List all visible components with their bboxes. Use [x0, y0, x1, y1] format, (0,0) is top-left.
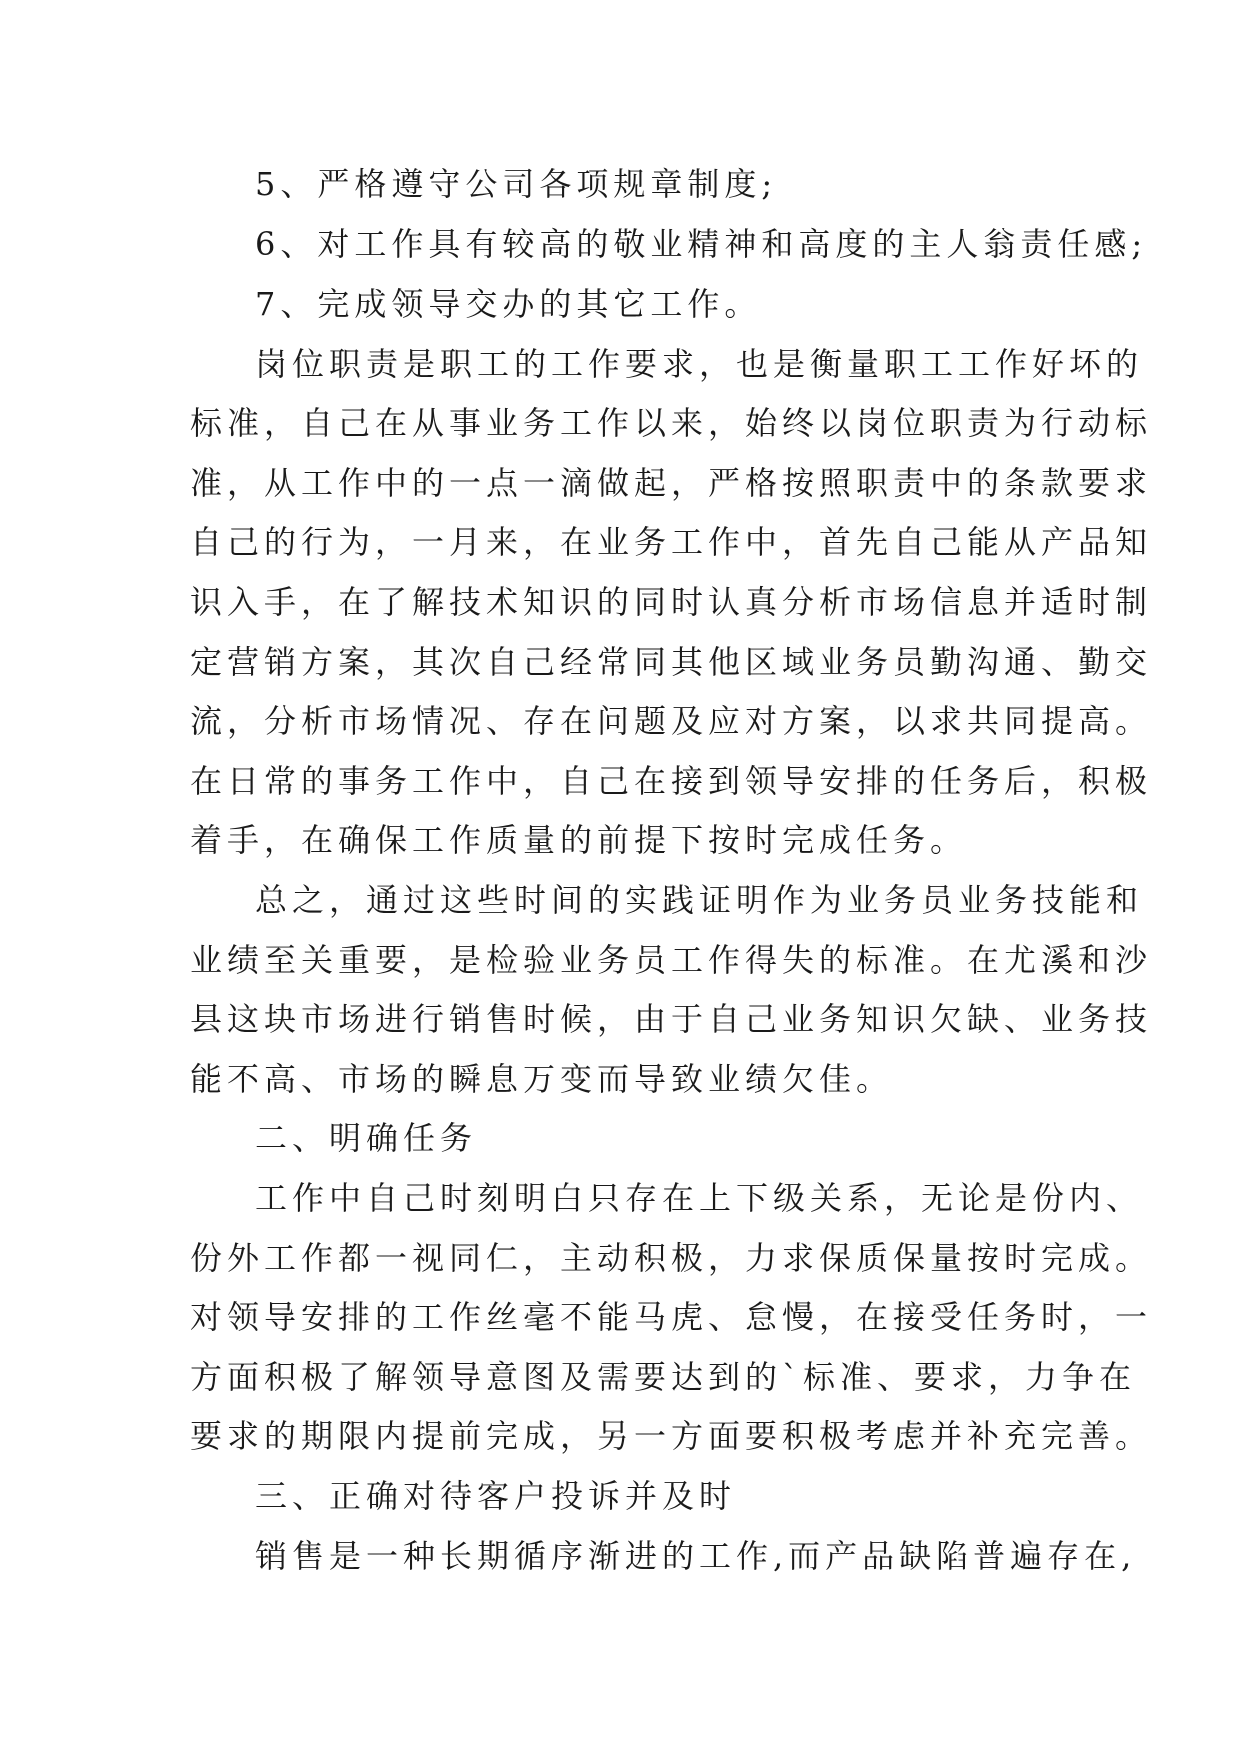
paragraph-line: 准，从工作中的一点一滴做起，严格按照职责中的条款要求 [190, 464, 1153, 502]
paragraph-line: 总之，通过这些时间的实践证明作为业务员业务技能和 [255, 881, 1144, 919]
paragraph-line: 在日常的事务工作中，自己在接到领导安排的任务后，积极 [190, 762, 1153, 800]
paragraph-line: 销售是一种长期循序渐进的工作,而产品缺陷普遍存在, [255, 1537, 1137, 1575]
paragraph-line: 工作中自己时刻明白只存在上下级关系，无论是份内、 [255, 1179, 1144, 1217]
paragraph-line: 要求的期限内提前完成，另一方面要积极考虑并补充完善。 [190, 1417, 1153, 1455]
paragraph-line: 岗位职责是职工的工作要求，也是衡量职工工作好坏的 [255, 345, 1144, 383]
paragraph-line: 着手，在确保工作质量的前提下按时完成任务。 [190, 821, 968, 859]
paragraph-line: 业绩至关重要，是检验业务员工作得失的标准。在尤溪和沙 [190, 941, 1153, 979]
paragraph-line: 自己的行为，一月来，在业务工作中，首先自己能从产品知 [190, 523, 1153, 561]
section-heading: 二、明确任务 [255, 1119, 478, 1157]
paragraph-line: 定营销方案，其次自己经常同其他区域业务员勤沟通、勤交 [190, 643, 1153, 681]
paragraph-line: 识入手，在了解技术知识的同时认真分析市场信息并适时制 [190, 583, 1153, 621]
section-heading: 三、正确对待客户投诉并及时 [255, 1477, 737, 1515]
paragraph-line: 流，分析市场情况、存在问题及应对方案，以求共同提高。 [190, 702, 1153, 740]
paragraph-line: 标准，自己在从事业务工作以来，始终以岗位职责为行动标 [190, 404, 1153, 442]
paragraph-line: 对领导安排的工作丝毫不能马虎、怠慢，在接受任务时，一 [190, 1298, 1153, 1336]
paragraph-line: 能不高、市场的瞬息万变而导致业绩欠佳。 [190, 1060, 894, 1098]
paragraph-line: 方面积极了解领导意图及需要达到的`标准、要求，力争在 [190, 1358, 1137, 1396]
list-item-5: 5、严格遵守公司各项规章制度; [255, 165, 778, 203]
paragraph-line: 份外工作都一视同仁，主动积极，力求保质保量按时完成。 [190, 1239, 1153, 1277]
paragraph-line: 县这块市场进行销售时候，由于自己业务知识欠缺、业务技 [190, 1000, 1153, 1038]
list-item-7: 7、完成领导交办的其它工作。 [255, 285, 762, 323]
list-item-6: 6、对工作具有较高的敬业精神和高度的主人翁责任感; [255, 225, 1148, 263]
